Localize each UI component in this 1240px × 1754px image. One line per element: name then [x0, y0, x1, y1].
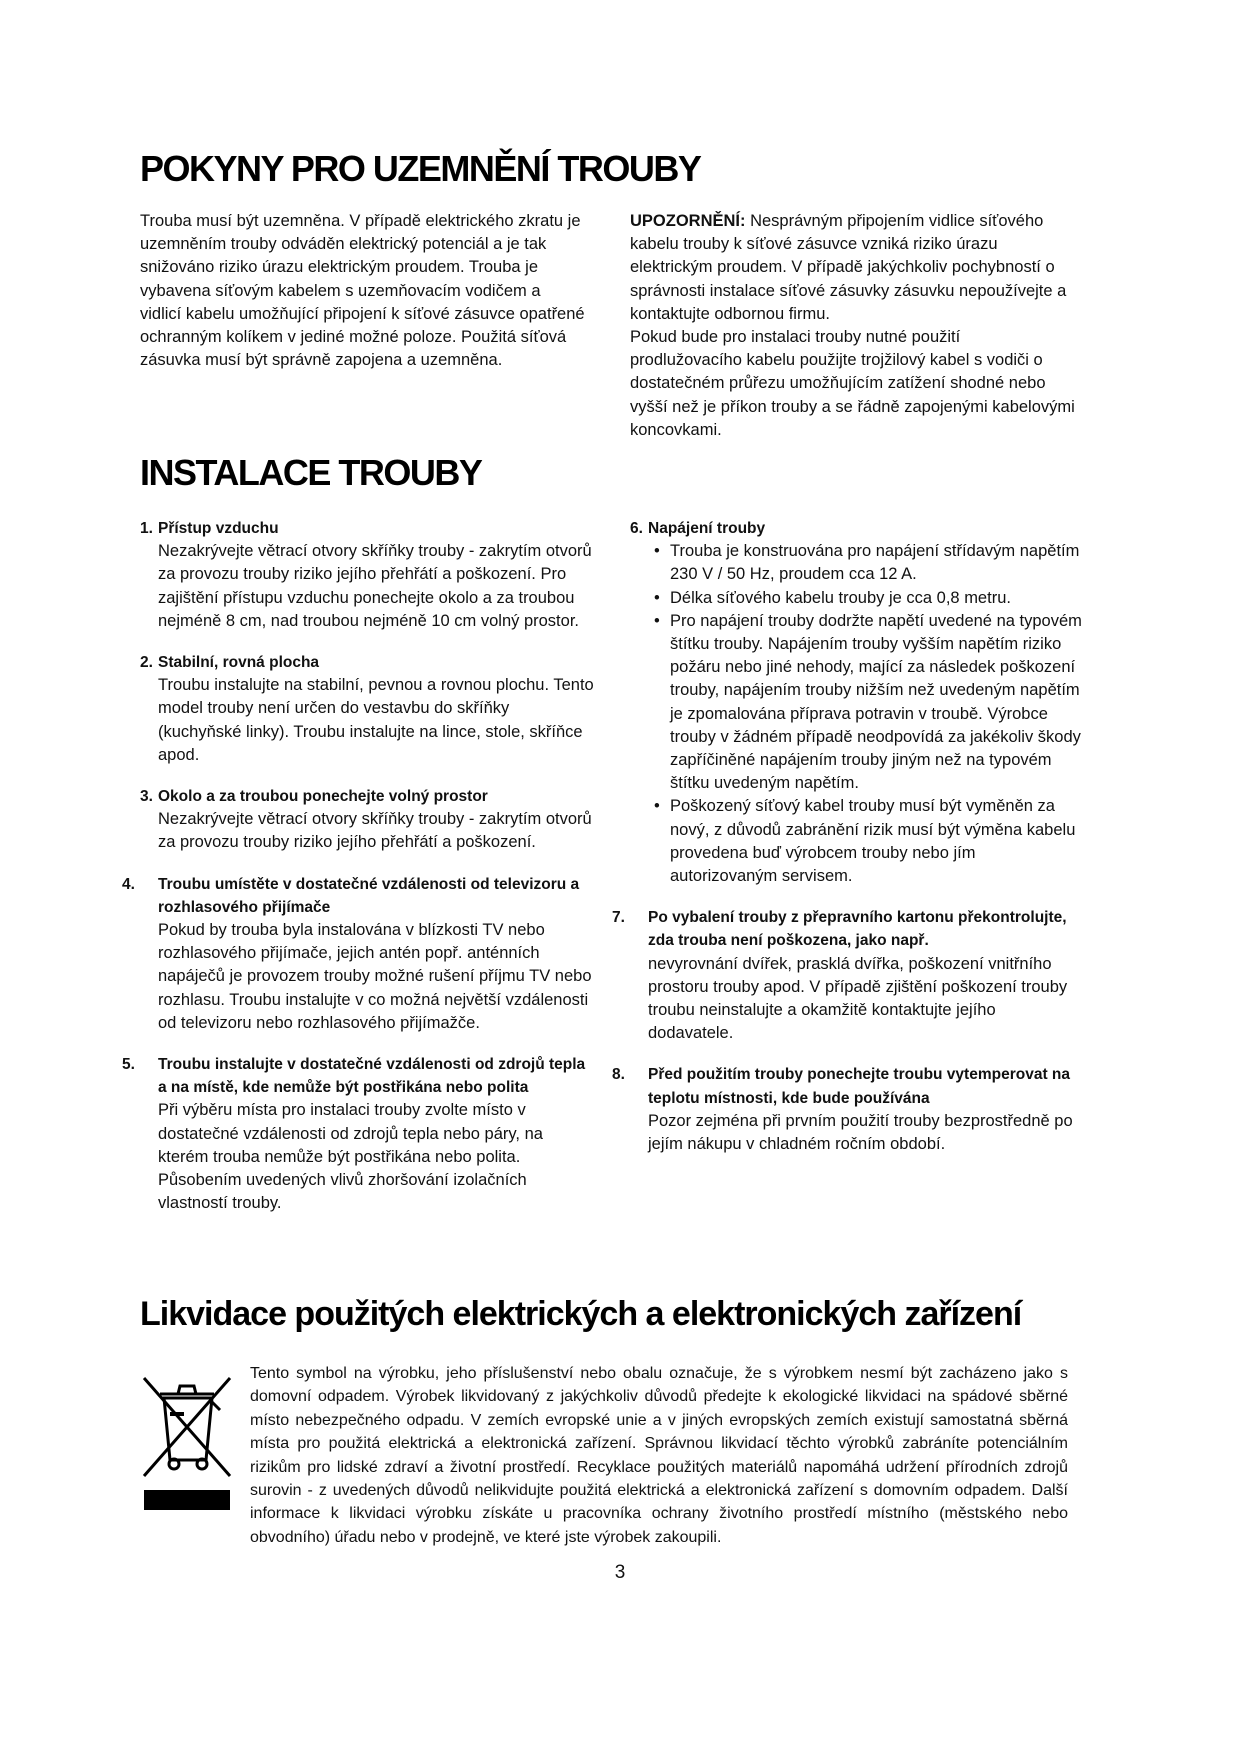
power-bullet: • Pro napájení trouby dodržte napětí uvedené na typovém štítku trouby. Napájením trouby vyšším napětím riziko požáru nebo jiné nehody, mající za následek poškození trouby, napájením trouby nižším než uvedeným napětím je zpomalována příprava potravin v troubě. Výrobce trouby v žádném případě neodpovídá za jakékoliv škody zapříčiněné napájením trouby jiným než na typovém štítku uvedeným napětím.: [654, 610, 1085, 796]
grounding-left-column: [140, 210, 585, 372]
install-item-body: Při výběru místa pro instalaci trouby zvolte místo v dostatečné vzdálenosti od zdrojů tepla nebo páry, na kterém trouba nemůže být postřikána nebo polita. Působením uvedených vlivů zhoršování izolačních vlastností trouby.: [158, 1101, 543, 1213]
power-bullet: • Délka síťového kabelu trouby je cca 0,8 metru.: [654, 587, 1085, 610]
warning-paragraph: [630, 210, 1075, 326]
install-item-7: [612, 906, 1085, 1045]
warning-label: UPOZORNĚNÍ:: [630, 212, 746, 230]
page-number: 3: [614, 1562, 626, 1583]
install-item-title: 7. Po vybalení trouby z přepravního kartonu překontrolujte, zda trouba není poškozena, jako např.: [612, 909, 1067, 950]
install-item-title: 3. Okolo a za troubou ponechejte volný prostor: [140, 788, 488, 806]
install-item-title: 4. Troubu umístěte v dostatečné vzdálenosti od televizoru a rozhlasového přijímače: [122, 875, 580, 916]
install-item-3: [140, 785, 595, 855]
disposal-text: Tento symbol na výrobku, jeho příslušenství nebo obalu označuje, že s výrobkem nesmí být zacházeno jako s domovní odpadem. Výrobek likvidovaný z jakýchkoliv důvodů předejte k ekologické likvidaci na spádové sběrné místo nebezpečného odpadu. V zemích evropské unie a v jiných evropských zemích existují samostatná sběrná místa pro použitá elektrická a elektronická zařízení. Správnou likvidací těchto výrobků zabráníte potenciálním rizikům pro lidské zdraví a životní prostředí. Recyklace použitých materiálů napomáhá udržení přírodních zdrojů surovin - z uvedených důvodů nelikvidujte použitá elektrická a elektronická zařízení s domovním odpadem. Další informace k likvidaci výrobku získáte u pracovníka ochrany životního prostředí místního (městského nebo obvodního) úřadu nebo v prodejně, ve které jste výrobek zakoupili.: [250, 1365, 1068, 1546]
install-item-6: [630, 517, 1085, 888]
install-item-body: Pokud by trouba byla instalována v blízkosti TV nebo rozhlasového přijímače, jejich antén popř. anténních napáječů je provozem trouby možné rušení příjmu TV nebo rozhlasu. Troubu instalujte v co možná největší vzdálenosti od televizoru nebo rozhlasového přijímažče.: [158, 921, 592, 1032]
install-item-body: Pozor zejména při prvním použití trouby bezprostředně po jejím nákupu v chladném ročním období.: [648, 1111, 1073, 1154]
install-item-title: 2. Stabilní, rovná plocha: [140, 654, 320, 672]
install-item-1: [140, 517, 595, 633]
install-item-title: 1. Přístup vzduchu: [140, 520, 279, 537]
install-item-title: 8. Před použitím trouby ponechejte troubu vytemperovat na teplotu místnosti, kde bude používána: [612, 1066, 1070, 1107]
installation-right-column: [612, 517, 1085, 1174]
grounding-title: POKYNY PRO UZEMNĚNÍ TROUBY: [140, 148, 701, 189]
installation-left-column: [122, 517, 595, 1233]
power-bullet: • Trouba je konstruována pro napájení střídavým napětím 230 V / 50 Hz, proudem cca 12 A.: [654, 540, 1085, 586]
install-item-4: [122, 873, 595, 1035]
install-item-title: 6. Napájení trouby: [630, 520, 766, 537]
warning-text: Nesprávným připojením vidlice síťového kabelu trouby k síťové zásuvce vzniká riziko úrazu elektrickým proudem. V případě jakýchkoliv pochybností o správnosti instalace síťové zásuvky zásuvku nepoužívejte a kontaktujte odbornou firmu.: [630, 212, 1067, 323]
install-item-5: [122, 1053, 595, 1215]
power-bullet: • Poškozený síťový kabel trouby musí být vyměněn za nový, z důvodů zabránění rizik musí být výměna kabelu provedena buď výrobcem trouby nebo jím autorizovaným servisem.: [654, 795, 1085, 888]
disposal-title: Likvidace použitých elektrických a elektronických zařízení: [140, 1295, 1022, 1333]
power-bullet-list: [630, 540, 1085, 888]
install-item-8: [612, 1063, 1085, 1156]
install-item-body: Nezakrývejte větrací otvory skříňky trouby - zakrytím otvorů za provozu trouby riziko jejího přehřátí a poškození. Pro zajištění přístupu vzduchu ponechejte okolo a za troubou nejméně 8 cm, nad troubou nejméně 10 cm volný prostor.: [158, 542, 592, 630]
grounding-text: Trouba musí být uzemněna. V případě elektrického zkratu je uzemněním trouby odváděn elektrický potenciál a je tak snižováno riziko úrazu elektrickým proudem. Trouba je vybavena síťovým kabelem s uzemňovacím vodičem a vidlicí kabelu umožňující připojení k síťové zásuvce opatřené ochranným kolíkem v jediné možné poloze. Použitá síťová zásuvka musí být správně zapojena a uzemněna.: [140, 212, 585, 370]
extension-cable-text: Pokud bude pro instalaci trouby nutné použití prodlužovacího kabelu použijte trojžilový kabel s vodiči o dostatečném průřezu umožňujícím zatížení shodné nebo vyšší než je příkon trouby a se řádně zapojenými kabelovými koncovkami.: [630, 328, 1075, 439]
grounding-right-column: [630, 210, 1075, 442]
installation-title: INSTALACE TROUBY: [140, 452, 482, 493]
install-item-body: Troubu instalujte na stabilní, pevnou a rovnou plochu. Tento model trouby není určen do vestavbu do skříňky (kuchyňské linky). Troubu instalujte na lince, stole, skříňce apod.: [158, 676, 594, 764]
crossed-out-wheelie-bin-icon: [140, 1372, 234, 1512]
install-item-body: nevyrovnání dvířek, prasklá dvířka, poškození vnitřního prostoru trouby apod. V případě zjištění poškození trouby troubu neinstalujte a okamžitě kontaktujte jejího dodavatele.: [648, 954, 1068, 1043]
install-item-title: 5. Troubu instalujte v dostatečné vzdálenosti od zdrojů tepla a na místě, kde nemůže být postřikána nebo polita: [122, 1056, 586, 1097]
install-item-body: Nezakrývejte větrací otvory skříňky trouby - zakrytím otvorů za provozu trouby riziko jejího přehřátí a poškození.: [158, 810, 592, 852]
install-item-2: [140, 651, 595, 767]
